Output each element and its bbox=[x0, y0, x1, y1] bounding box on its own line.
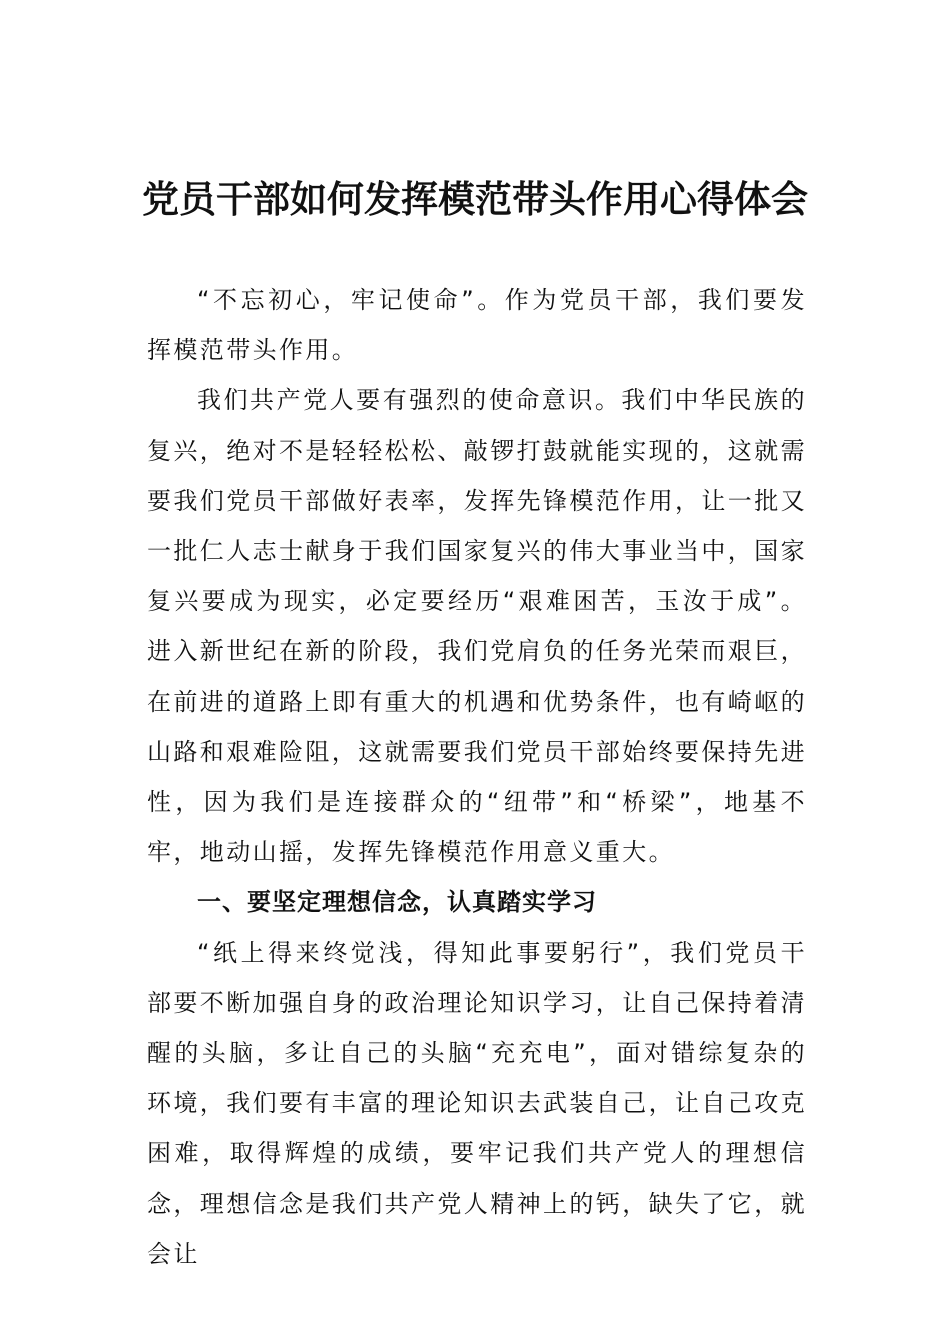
section-heading: 一、要坚定理想信念，认真踏实学习 bbox=[197, 888, 597, 917]
document-body bbox=[147, 275, 807, 1279]
paragraph-intro: “不忘初心，牢记使命”。作为党员干部，我们要发挥模范带头作用。 bbox=[147, 286, 807, 365]
document-title: 党员干部如何发挥模范带头作用心得体会 bbox=[142, 177, 808, 221]
paragraph-study: “纸上得来终觉浅，得知此事要躬行”，我们党员干部要不断加强自身的政治理论知识学习，让自己保持着清醒的头脑，多让自己的头脑“充充电”，面对错综复杂的环境，我们要有丰富的理论知识去武装自己，让自己攻克困难，取得辉煌的成绩，要牢记我们共产党人的理想信念，理想信念是我们共产党人精神上的钙，缺失了它，就会让 bbox=[147, 938, 807, 1268]
paragraph-mission: 我们共产党人要有强烈的使命意识。我们中华民族的复兴，绝对不是轻轻松松、敲锣打鼓就能实现的，这就需要我们党员干部做好表率，发挥先锋模范作用，让一批又一批仁人志士献身于我们国家复兴的伟大事业当中，国家复兴要成为现实，必定要经历“艰难困苦，玉汝于成”。进入新世纪在新的阶段，我们党肩负的任务光荣而艰巨，在前进的道路上即有重大的机遇和优势条件，也有崎岖的山路和艰难险阻，这就需要我们党员干部始终要保持先进性，因为我们是连接群众的“纽带”和“桥梁”，地基不牢，地动山摇，发挥先锋模范作用意义重大。 bbox=[147, 386, 807, 867]
